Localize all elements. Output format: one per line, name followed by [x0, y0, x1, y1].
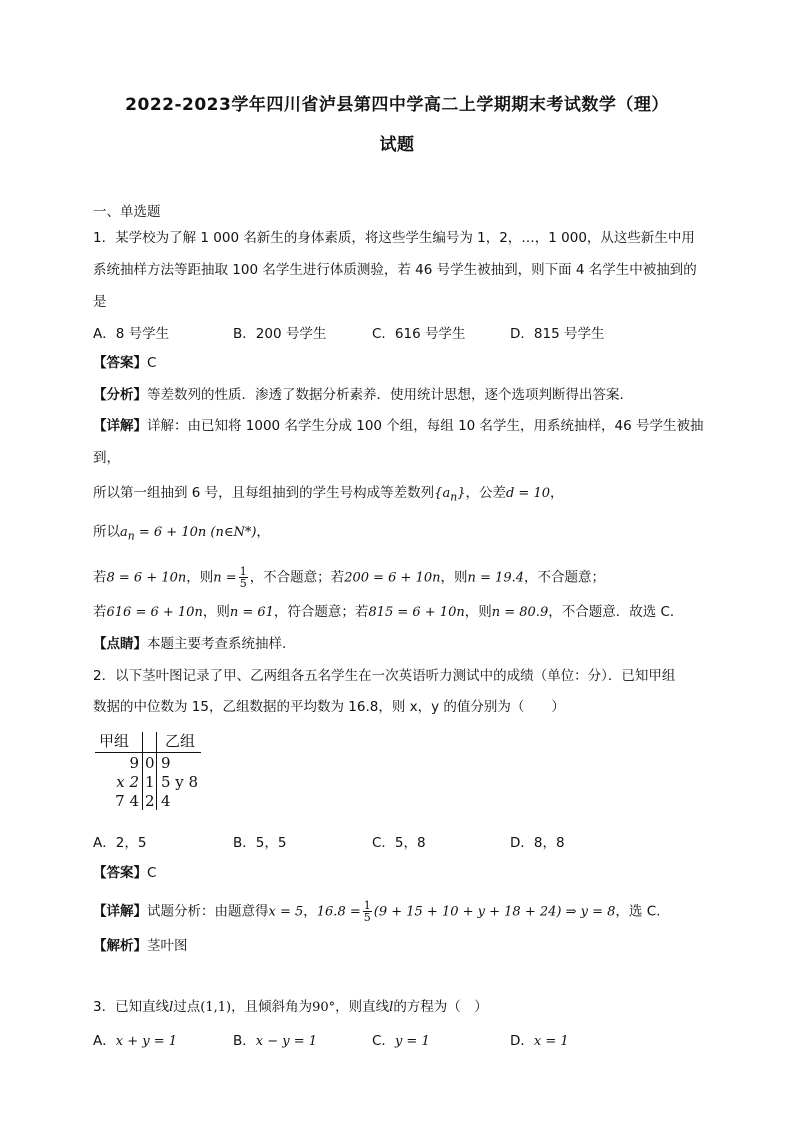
q1-option-a: A．8 号学生	[93, 326, 170, 342]
row1-right-leaves: 9	[161, 754, 171, 772]
q1-option-d: D．815 号学生	[510, 326, 605, 342]
answer-tag: 【答案】	[93, 355, 147, 371]
q3-option-d	[510, 1029, 569, 1049]
option-label: C．	[372, 1033, 395, 1049]
equation: n = 19.4	[467, 570, 524, 586]
equation: n = 80.9	[491, 605, 549, 620]
detail-text: ，公差	[465, 485, 506, 501]
q3-text	[93, 997, 488, 1018]
q1-detail-line1	[93, 416, 704, 436]
equation: 815 = 6 + 10n	[368, 605, 465, 620]
detail-text: ，不合题意．故选 C．	[548, 604, 684, 620]
option-label: B．	[233, 1033, 256, 1049]
detail-text: ，则	[464, 604, 492, 620]
row3-stem: 2	[145, 792, 155, 810]
sequence-notation	[434, 486, 466, 504]
row2-right-leaves: 5 y 8	[161, 773, 199, 791]
formula-term: a	[120, 525, 128, 540]
analysis-text: 等差数列的性质．渗透了数据分析素养．使用统计思想，逐个选项判断得出答案．	[147, 387, 633, 403]
q1-detail-line5	[93, 566, 605, 589]
fraction-numerator: 1	[363, 899, 371, 912]
formula-subscript: n	[127, 529, 135, 543]
q2-option-a: A．2，5	[93, 835, 147, 851]
q2-option-b: B．5，5	[233, 835, 287, 851]
detail-text: ，不合题意；	[524, 569, 605, 586]
line-symbol: l	[389, 1000, 394, 1015]
q1-text-line3: 是	[93, 294, 107, 310]
detail-text: ，不合题意；若	[249, 569, 345, 586]
detail-text: 若	[93, 604, 107, 620]
explain-tag: 【解析】	[93, 938, 147, 954]
detail-text: 试题分析：由题意得	[147, 903, 269, 920]
fraction-denominator: 5	[363, 911, 371, 924]
sequence-close: }	[457, 486, 466, 501]
general-term-formula	[120, 525, 257, 543]
q3-option-a	[93, 1029, 177, 1049]
q1-detail-line6	[93, 602, 683, 623]
fraction	[363, 900, 372, 923]
answer-value: C	[147, 865, 157, 881]
option-expression: x + y = 1	[115, 1034, 178, 1049]
q1-answer	[93, 353, 156, 373]
stem-leaf-plot	[93, 730, 213, 815]
q1-detail-line2: 到，	[93, 450, 120, 466]
line-symbol: l	[169, 1000, 174, 1015]
equation: (9 + 15 + 10 + y + 18 + 24) ⇒ y = 8	[373, 904, 616, 920]
question-text: 3．已知直线	[93, 999, 170, 1015]
detail-text: 详解：由已知将 1000 名学生分成 100 个组，每组 10 名学生，用系统抽样，46 号学生被抽	[147, 418, 704, 434]
detail-text: ，则	[202, 604, 230, 620]
sequence-subscript: n	[450, 490, 458, 504]
row1-stem: 0	[145, 754, 155, 772]
row2-stem: 1	[145, 773, 155, 791]
stem-divider-left	[142, 732, 143, 810]
q3-option-b	[233, 1029, 317, 1049]
row1-left-leaves: 9	[129, 754, 139, 772]
q2-explain	[93, 936, 188, 956]
q1-option-b: B．200 号学生	[233, 326, 327, 342]
detail-text: ，符合题意；若	[273, 604, 369, 620]
row3-right-leaves: 4	[161, 792, 171, 810]
analysis-tag: 【分析】	[93, 387, 147, 403]
sequence-open: {a	[434, 486, 451, 501]
detail-text: ，	[303, 903, 317, 920]
header-divider	[95, 752, 201, 753]
fraction-numerator: 1	[239, 565, 247, 578]
answer-value: C	[147, 355, 157, 371]
equation: x = 5	[268, 904, 304, 920]
q1-detail-line3	[93, 483, 564, 508]
detail-text: ，	[550, 485, 564, 501]
detail-tag: 【详解】	[93, 903, 147, 920]
row2-left-leaves: x 2	[116, 773, 139, 791]
point: (1,1)	[200, 1000, 232, 1015]
q2-answer	[93, 863, 156, 883]
formula-rest: = 6 + 10n (n∈N*)	[134, 525, 257, 540]
q2-text-line2: 数据的中位数为 15，乙组数据的平均数为 16.8，则 x，y 的值分别为（ ）	[93, 699, 565, 715]
section-heading: 一、单选题	[93, 204, 161, 220]
fraction-denominator: 5	[239, 577, 247, 590]
detail-tag: 【详解】	[93, 418, 147, 434]
stem-divider-right	[156, 732, 157, 810]
question-text: ，且倾斜角为	[231, 999, 313, 1015]
equation: 616 = 6 + 10n	[106, 605, 203, 620]
answer-tag: 【答案】	[93, 865, 147, 881]
option-expression: x = 1	[533, 1034, 569, 1049]
left-group-header: 甲组	[99, 732, 130, 750]
equation: 200 = 6 + 10n	[344, 570, 441, 586]
detail-text: ，则	[186, 569, 214, 586]
option-expression: y = 1	[394, 1034, 430, 1049]
equation: n =	[213, 570, 237, 586]
q2-option-d: D．8，8	[510, 835, 565, 851]
right-group-header: 乙组	[165, 732, 196, 750]
q2-detail	[93, 900, 660, 923]
fraction	[239, 566, 248, 589]
q1-option-c: C．616 号学生	[372, 326, 466, 342]
q1-detail-line4	[93, 522, 270, 547]
document-title: 2022-2023学年四川省泸县第四中学高二上学期期末考试数学（理）	[125, 95, 669, 115]
angle: 90°	[312, 1000, 336, 1015]
detail-text: 若	[93, 569, 107, 586]
comment-text: 本题主要考查系统抽样.	[147, 636, 287, 652]
q2-text-line1: 2．以下茎叶图记录了甲、乙两组各五名学生在一次英语听力测试中的成绩（单位：分）．已知甲组	[93, 668, 676, 684]
row3-left-leaves: 7 4	[115, 792, 139, 810]
option-label: D．	[510, 1033, 534, 1049]
question-text: 过点	[173, 999, 201, 1015]
q1-text-line2: 系统抽样方法等距抽取 100 名学生进行体质测验，若 46 号学生被抽到，则下面 4 名学生中被抽到的	[93, 262, 697, 278]
detail-text: ，则	[440, 569, 468, 586]
common-difference: d = 10	[505, 486, 550, 501]
detail-text: ，	[256, 524, 270, 540]
detail-text: 所以第一组抽到 6 号，且每组抽到的学生号构成等差数列	[93, 485, 435, 501]
comment-tag: 【点睛】	[93, 636, 147, 652]
equation: n = 61	[229, 605, 274, 620]
equation: 8 = 6 + 10n	[106, 570, 187, 586]
detail-text: ，选 C.	[615, 903, 661, 920]
detail-text: 所以	[93, 524, 120, 540]
option-expression: x − y = 1	[255, 1034, 318, 1049]
question-text: ，则直线	[335, 999, 390, 1015]
q1-text-line1: 1．某学校为了解 1 000 名新生的身体素质，将这些学生编号为 1，2，…，1 000，从这些新生中用	[93, 230, 695, 246]
q3-option-c	[372, 1029, 430, 1049]
question-text: 的方程为（ ）	[393, 999, 488, 1015]
q1-comment	[93, 634, 286, 654]
equation: 16.8 =	[316, 904, 361, 920]
q1-analysis	[93, 385, 633, 405]
explain-text: 茎叶图	[147, 938, 188, 954]
option-label: A．	[93, 1033, 116, 1049]
document-title-line2: 试题	[379, 135, 415, 155]
q2-option-c: C．5，8	[372, 835, 426, 851]
